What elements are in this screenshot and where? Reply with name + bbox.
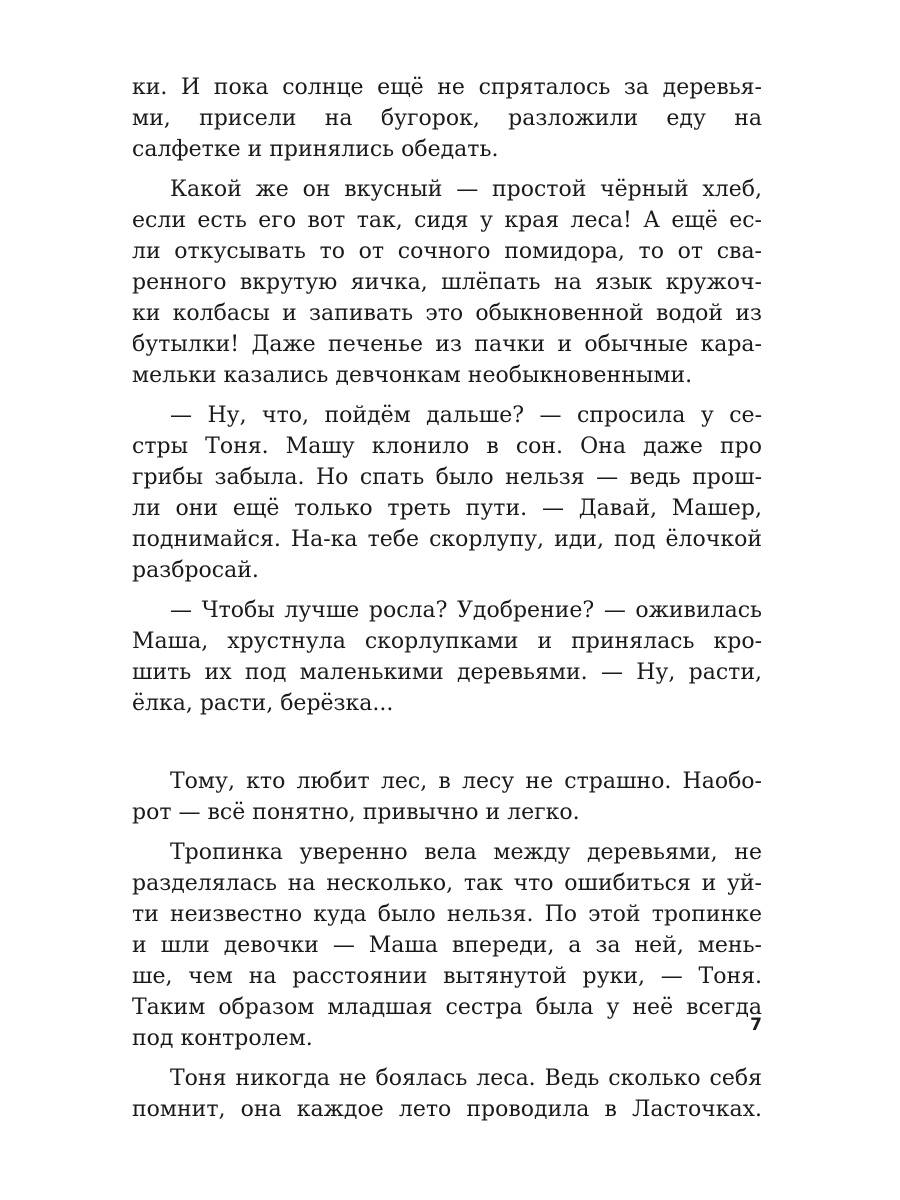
text-line: мельки казались девчонкам необыкновенными. — [132, 363, 693, 388]
text-line: Тоня никогда не боялась леса. Ведь сколько себя — [170, 1066, 762, 1091]
text-line: Тому, кто любит лес, в лесу не страшно. Наобо- — [170, 769, 762, 794]
text-line: — Чтобы лучше росла? Удобрение? — оживилась — [170, 598, 762, 623]
text-line: ки. И пока солнце ещё не спряталось за деревья- — [132, 75, 762, 100]
text-line: поднимайся. На-ка тебе скорлупу, иди, под ёлочкой — [132, 527, 762, 552]
text-line: ми, присели на бугорок, разложили еду на — [132, 106, 762, 131]
text-line: если есть его вот так, сидя у края леса! А ещё ес- — [132, 208, 762, 233]
text-line: ки колбасы и запивать это обыкновенной водой из — [132, 301, 762, 326]
paragraph — [132, 72, 762, 165]
text-line: Таким образом младшая сестра была у неё всегда — [132, 995, 762, 1020]
paragraph — [132, 174, 762, 391]
text-line: ти неизвестно куда было нельзя. По этой тропинке — [132, 902, 762, 927]
paragraph — [132, 1063, 762, 1125]
paragraph — [132, 837, 762, 1054]
text-line: ли откусывать то от сочного помидора, то от сва- — [132, 239, 762, 264]
text-line: ренного вкрутую яичка, шлёпать на язык кружоч- — [132, 270, 762, 295]
paragraph — [132, 766, 762, 828]
text-line: ли они ещё только треть пути. — Давай, Машер, — [132, 496, 762, 521]
text-line: салфетке и принялись обедать. — [132, 137, 499, 162]
text-line: под контролем. — [132, 1026, 313, 1051]
text-line: рот — всё понятно, привычно и легко. — [132, 800, 580, 825]
paragraph — [132, 595, 762, 719]
paragraph — [132, 400, 762, 586]
text-line: — Ну, что, пойдём дальше? — спросила у се- — [170, 403, 762, 428]
text-line: помнит, она каждое лето проводила в Ласточках. — [132, 1097, 762, 1122]
text-line: и шли девочки — Маша впереди, а за ней, мень- — [132, 933, 762, 958]
text-line: Маша, хрустнула скорлупками и принялась кро- — [132, 629, 762, 654]
text-line: ше, чем на расстоянии вытянутой руки, — Тоня. — [132, 964, 762, 989]
page-number: 7 — [750, 1015, 762, 1035]
text-line: разбросай. — [132, 558, 259, 583]
text-line: шить их под маленькими деревьями. — Ну, расти, — [132, 660, 762, 685]
book-page-text — [132, 72, 762, 1134]
text-line: разделялась на несколько, так что ошибиться и уй- — [132, 871, 762, 896]
text-line: грибы забыла. Но спать было нельзя — ведь прош- — [132, 465, 762, 490]
text-line: ёлка, расти, берёзка... — [132, 691, 394, 716]
text-line: бутылки! Даже печенье из пачки и обычные кара- — [132, 332, 762, 357]
section-break — [132, 728, 762, 766]
text-line: стры Тоня. Машу клонило в сон. Она даже про — [132, 434, 762, 459]
text-line: Какой же он вкусный — простой чёрный хлеб, — [170, 177, 762, 202]
text-line: Тропинка уверенно вела между деревьями, не — [170, 840, 762, 865]
